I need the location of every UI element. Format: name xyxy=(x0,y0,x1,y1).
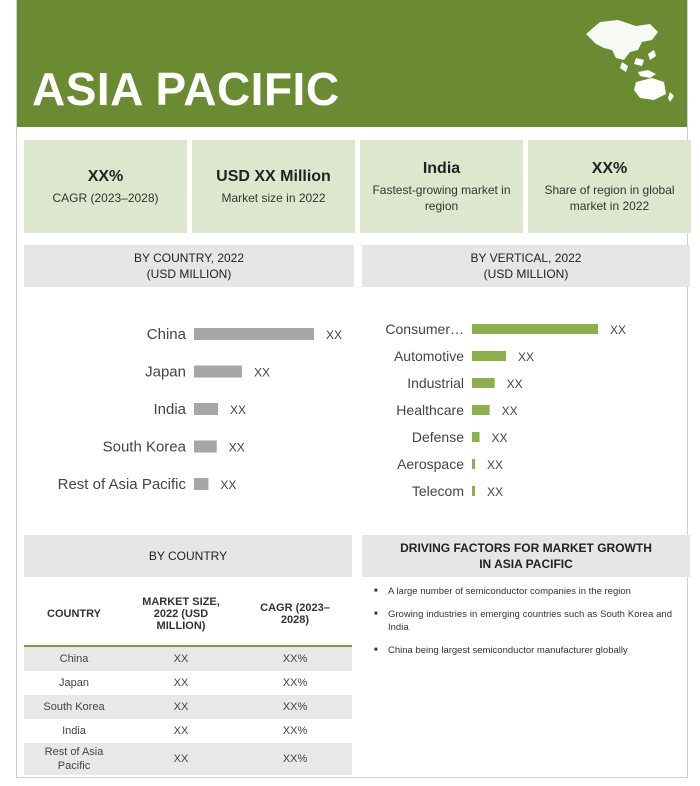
category-label: Healthcare xyxy=(396,402,464,418)
data-label: XX xyxy=(254,365,271,380)
category-label: Consumer… xyxy=(385,321,464,337)
category-label: Defense xyxy=(411,429,464,445)
category-label: Aerospace xyxy=(397,456,464,472)
bar xyxy=(472,351,506,361)
bar xyxy=(472,324,598,334)
data-label: XX xyxy=(228,440,245,455)
kpi-market-size-value: USD XX Million xyxy=(216,167,331,185)
category-label: Automotive xyxy=(393,348,464,364)
table-row: South Korea XX XX% xyxy=(24,695,352,719)
data-label: XX xyxy=(220,478,237,492)
bar xyxy=(194,403,218,415)
country-chart-title: BY COUNTRY, 2022 (USD MILLION) xyxy=(24,245,354,287)
data-label: XX xyxy=(491,431,508,445)
bar xyxy=(472,486,475,496)
kpi-region-share-value: XX% xyxy=(591,159,628,177)
table-header-cagr: CAGR (2023–2028) xyxy=(238,583,352,646)
bar xyxy=(472,459,475,469)
data-label: XX xyxy=(610,323,627,337)
kpi-region-share xyxy=(528,140,691,233)
bar xyxy=(472,432,480,442)
bar xyxy=(472,378,495,388)
kpi-market-size xyxy=(192,140,355,233)
bar xyxy=(472,405,490,415)
page-title: ASIA PACIFIC xyxy=(32,63,340,115)
vertical-chart-title: BY VERTICAL, 2022 (USD MILLION) xyxy=(362,245,690,287)
bar xyxy=(194,328,314,340)
table-header-country: COUNTRY xyxy=(24,583,124,646)
data-label: XX xyxy=(501,404,518,418)
kpi-market-size-label: Market size in 2022 xyxy=(221,190,326,205)
table-row: Japan XX XX% xyxy=(59,677,308,689)
bar xyxy=(194,366,242,378)
category-label: Telecom xyxy=(411,483,464,499)
kpi-fastest-growing xyxy=(360,140,523,233)
category-label: Japan xyxy=(145,363,186,381)
data-label: XX xyxy=(506,377,523,391)
driving-factors-title: DRIVING FACTORS FOR MARKET GROWTH IN ASIA PACIFIC xyxy=(362,535,690,577)
list-item: ■ Growing industries in emerging countries such as South Korea and India xyxy=(372,608,672,634)
data-label: XX xyxy=(230,403,247,417)
kpi-fastest-growing-label: Fastest-growing market in region xyxy=(372,182,511,213)
data-label: XX xyxy=(518,350,535,364)
asia-pacific-map-icon xyxy=(578,14,678,104)
table-row: China XX XX% xyxy=(24,646,352,671)
table-row: India XX XX% xyxy=(62,725,308,737)
kpi-region-share-label: Share of region in global market in 2022 xyxy=(544,182,675,213)
table-header-market-size: MARKET SIZE, 2022 (USD MILLION) xyxy=(124,583,238,646)
category-label: Industrial xyxy=(407,375,464,391)
driving-factors-list xyxy=(372,585,672,667)
bar xyxy=(194,441,217,453)
table-row: Rest of Asia Pacific XX XX% xyxy=(24,743,352,775)
bar xyxy=(194,478,208,490)
kpi-cagr-label: CAGR (2023–2028) xyxy=(52,190,159,205)
country-table xyxy=(24,583,352,775)
kpi-fastest-growing-value: India xyxy=(422,159,461,177)
category-label: China xyxy=(146,326,186,343)
kpi-cagr-value: XX% xyxy=(87,167,124,185)
vertical-bar-chart xyxy=(362,310,690,505)
data-label: XX xyxy=(487,458,504,472)
category-label: India xyxy=(153,401,186,418)
by-country-table-title: BY COUNTRY xyxy=(24,535,352,577)
kpi-cagr xyxy=(24,140,187,233)
category-label: Rest of Asia Pacific xyxy=(57,476,186,493)
category-label: South Korea xyxy=(102,438,186,456)
list-item: ■ China being largest semiconductor manufacturer globally xyxy=(372,644,672,657)
country-bar-chart xyxy=(24,310,354,505)
list-item: ■ A large number of semiconductor companies in the region xyxy=(372,585,672,598)
data-label: XX xyxy=(487,485,504,499)
data-label: XX xyxy=(326,328,343,342)
